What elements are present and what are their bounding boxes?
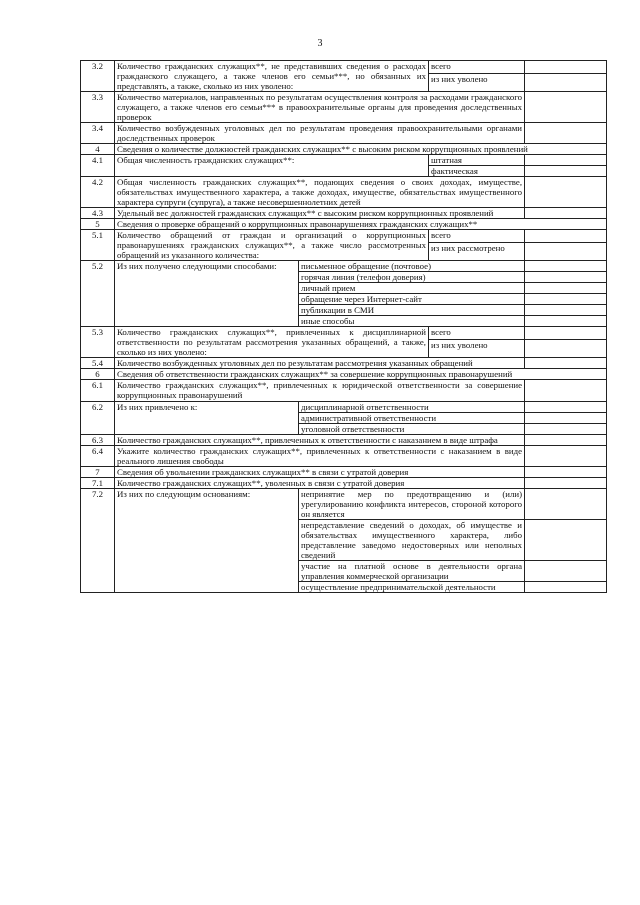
value-cell[interactable]	[525, 316, 607, 327]
value-cell[interactable]	[525, 208, 607, 219]
section-row	[81, 466, 607, 477]
sub-label: из них уволено	[429, 340, 525, 358]
table-row	[81, 401, 607, 412]
value-cell[interactable]	[525, 155, 607, 166]
section-heading: Сведения об увольнении гражданских служащих** в связи с утратой доверия	[115, 466, 525, 477]
row-number: 5.2	[81, 261, 115, 327]
row-number: 4.3	[81, 208, 115, 219]
row-number: 3.4	[81, 123, 115, 144]
value-cell[interactable]	[525, 401, 607, 412]
table-row	[81, 477, 607, 488]
value-cell[interactable]	[525, 283, 607, 294]
row-text: Общая численность гражданских служащих**, подающих сведения о своих доходах, имуществе, обязательствах имущественного характера, а также доходах, имуществе, обязательствах имущественного характера супруги (супруга), а также несовершеннолетних детей	[115, 177, 525, 208]
row-number: 7	[81, 466, 115, 477]
sub-label: фактическая	[429, 166, 525, 177]
value-cell[interactable]	[525, 445, 607, 466]
list-item: непредставление сведений о доходах, об имуществе и обязательствах имущественного характера, либо представление заведомо недостоверных или неполных сведений	[299, 519, 525, 560]
section-row	[81, 219, 607, 230]
table-row	[81, 230, 607, 243]
value-cell[interactable]	[525, 423, 607, 434]
row-number: 6.1	[81, 380, 115, 401]
list-item: личный прием	[299, 283, 525, 294]
value-cell[interactable]	[525, 305, 607, 316]
list-item: непринятие мер по предотвращению и (или) урегулированию конфликта интересов, стороной которого он является	[299, 488, 525, 519]
sub-label: всего	[429, 327, 525, 340]
row-number: 5.1	[81, 230, 115, 261]
value-cell[interactable]	[525, 488, 607, 519]
value-cell[interactable]	[525, 477, 607, 488]
row-number: 7.2	[81, 488, 115, 592]
section-heading: Сведения о количестве должностей гражданских служащих** с высоким риском коррупционных проявлений	[115, 144, 607, 155]
section-row	[81, 369, 607, 380]
list-item: дисциплинарной ответственности	[299, 401, 525, 412]
row-number: 5	[81, 219, 115, 230]
value-cell[interactable]	[525, 272, 607, 283]
list-item: публикации в СМИ	[299, 305, 525, 316]
list-item: административной ответственности	[299, 412, 525, 423]
value-cell[interactable]	[525, 123, 607, 144]
table-row	[81, 434, 607, 445]
value-cell[interactable]	[525, 294, 607, 305]
list-item: участие на платной основе в деятельности органа управления коммерческой организации	[299, 560, 525, 581]
row-number: 7.1	[81, 477, 115, 488]
table-row	[81, 327, 607, 340]
value-cell[interactable]	[525, 412, 607, 423]
value-cell[interactable]	[525, 581, 607, 592]
list-item: горячая линия (телефон доверия)	[299, 272, 525, 283]
value-cell[interactable]	[525, 92, 607, 123]
row-text: Количество гражданских служащих**, привлеченных к дисциплинарной ответственности по результатам рассмотрения указанных обращений, а также, сколько из них уволено:	[115, 327, 429, 358]
value-cell[interactable]	[525, 519, 607, 560]
sub-label: из них уволено	[429, 74, 525, 92]
value-cell[interactable]	[525, 177, 607, 208]
row-number: 6.2	[81, 401, 115, 434]
value-cell[interactable]	[525, 230, 607, 243]
row-text: Количество гражданских служащих**, привлеченных к юридической ответственности за совершение коррупционных правонарушений	[115, 380, 525, 401]
section-heading: Сведения о проверке обращений о коррупционных правонарушениях гражданских служащих**	[115, 219, 607, 230]
table-row	[81, 92, 607, 123]
table-row	[81, 208, 607, 219]
row-text: Укажите количество гражданских служащих**, привлеченных к ответственности с наказанием в виде реального лишения свободы	[115, 445, 525, 466]
value-cell[interactable]	[525, 560, 607, 581]
row-text: Из них получено следующими способами:	[115, 261, 299, 327]
value-cell[interactable]	[525, 340, 607, 358]
row-text: Удельный вес должностей гражданских служащих** с высоким риском коррупционных проявлений	[115, 208, 525, 219]
value-cell[interactable]	[525, 434, 607, 445]
sub-label: всего	[429, 61, 525, 74]
list-item: иные способы	[299, 316, 525, 327]
row-number: 4.1	[81, 155, 115, 177]
table-row	[81, 177, 607, 208]
row-number: 3.3	[81, 92, 115, 123]
row-text: Общая численность гражданских служащих**:	[115, 155, 429, 177]
table-row	[81, 358, 607, 369]
row-number: 4.2	[81, 177, 115, 208]
value-cell[interactable]	[525, 380, 607, 401]
sub-label: всего	[429, 230, 525, 243]
table-row	[81, 261, 607, 272]
row-text: Количество гражданских служащих**, не представивших сведения о расходах гражданского служащего, а также членов его семьи***, но обязанных их представлять, а также, сколько из них уволено:	[115, 61, 429, 92]
value-cell[interactable]	[525, 327, 607, 340]
value-cell[interactable]	[525, 243, 607, 261]
row-number: 3.2	[81, 61, 115, 92]
row-number: 6.4	[81, 445, 115, 466]
section-heading: Сведения об ответственности гражданских служащих** за совершение коррупционных правонарушений	[115, 369, 607, 380]
table-row	[81, 61, 607, 74]
table-row	[81, 380, 607, 401]
row-text: Количество гражданских служащих**, уволенных в связи с утратой доверия	[115, 477, 525, 488]
table-row	[81, 488, 607, 519]
value-cell[interactable]	[525, 261, 607, 272]
list-item: письменное обращение (почтовое)	[299, 261, 525, 272]
row-text: Количество возбужденных уголовных дел по результатам проведения правоохранительными органами доследственных проверок	[115, 123, 525, 144]
table-row	[81, 155, 607, 166]
list-item: обращение через Интернет-сайт	[299, 294, 525, 305]
row-number: 6.3	[81, 434, 115, 445]
row-text: Из них по следующим основаниям:	[115, 488, 299, 592]
section-row	[81, 144, 607, 155]
list-item: осуществление предпринимательской деятельности	[299, 581, 525, 592]
report-table	[80, 60, 607, 593]
value-cell[interactable]	[525, 166, 607, 177]
row-number: 4	[81, 144, 115, 155]
list-item: уголовной ответственности	[299, 423, 525, 434]
row-text: Количество обращений от граждан и организаций о коррупционных правонарушениях гражданских служащих**, а также число рассмотренных обращений из указанного количества:	[115, 230, 429, 261]
value-cell[interactable]	[525, 466, 607, 477]
table-row	[81, 123, 607, 144]
row-text: Из них привлечено к:	[115, 401, 299, 434]
value-cell[interactable]	[525, 61, 607, 74]
sub-label: штатная	[429, 155, 525, 166]
row-text: Количество гражданских служащих**, привлеченных к ответственности с наказанием в виде штрафа	[115, 434, 525, 445]
row-number: 6	[81, 369, 115, 380]
table-row	[81, 445, 607, 466]
row-text: Количество возбужденных уголовных дел по результатам рассмотрения указанных обращений	[115, 358, 525, 369]
sub-label: из них рассмотрено	[429, 243, 525, 261]
row-number: 5.3	[81, 327, 115, 358]
value-cell[interactable]	[525, 74, 607, 92]
value-cell[interactable]	[525, 358, 607, 369]
page-number: 3	[317, 38, 323, 49]
row-number: 5.4	[81, 358, 115, 369]
row-text: Количество материалов, направленных по результатам осуществления контроля за расходами гражданского служащего, а также членов его семьи*** в правоохранительные органы для проведения доследственных проверок	[115, 92, 525, 123]
